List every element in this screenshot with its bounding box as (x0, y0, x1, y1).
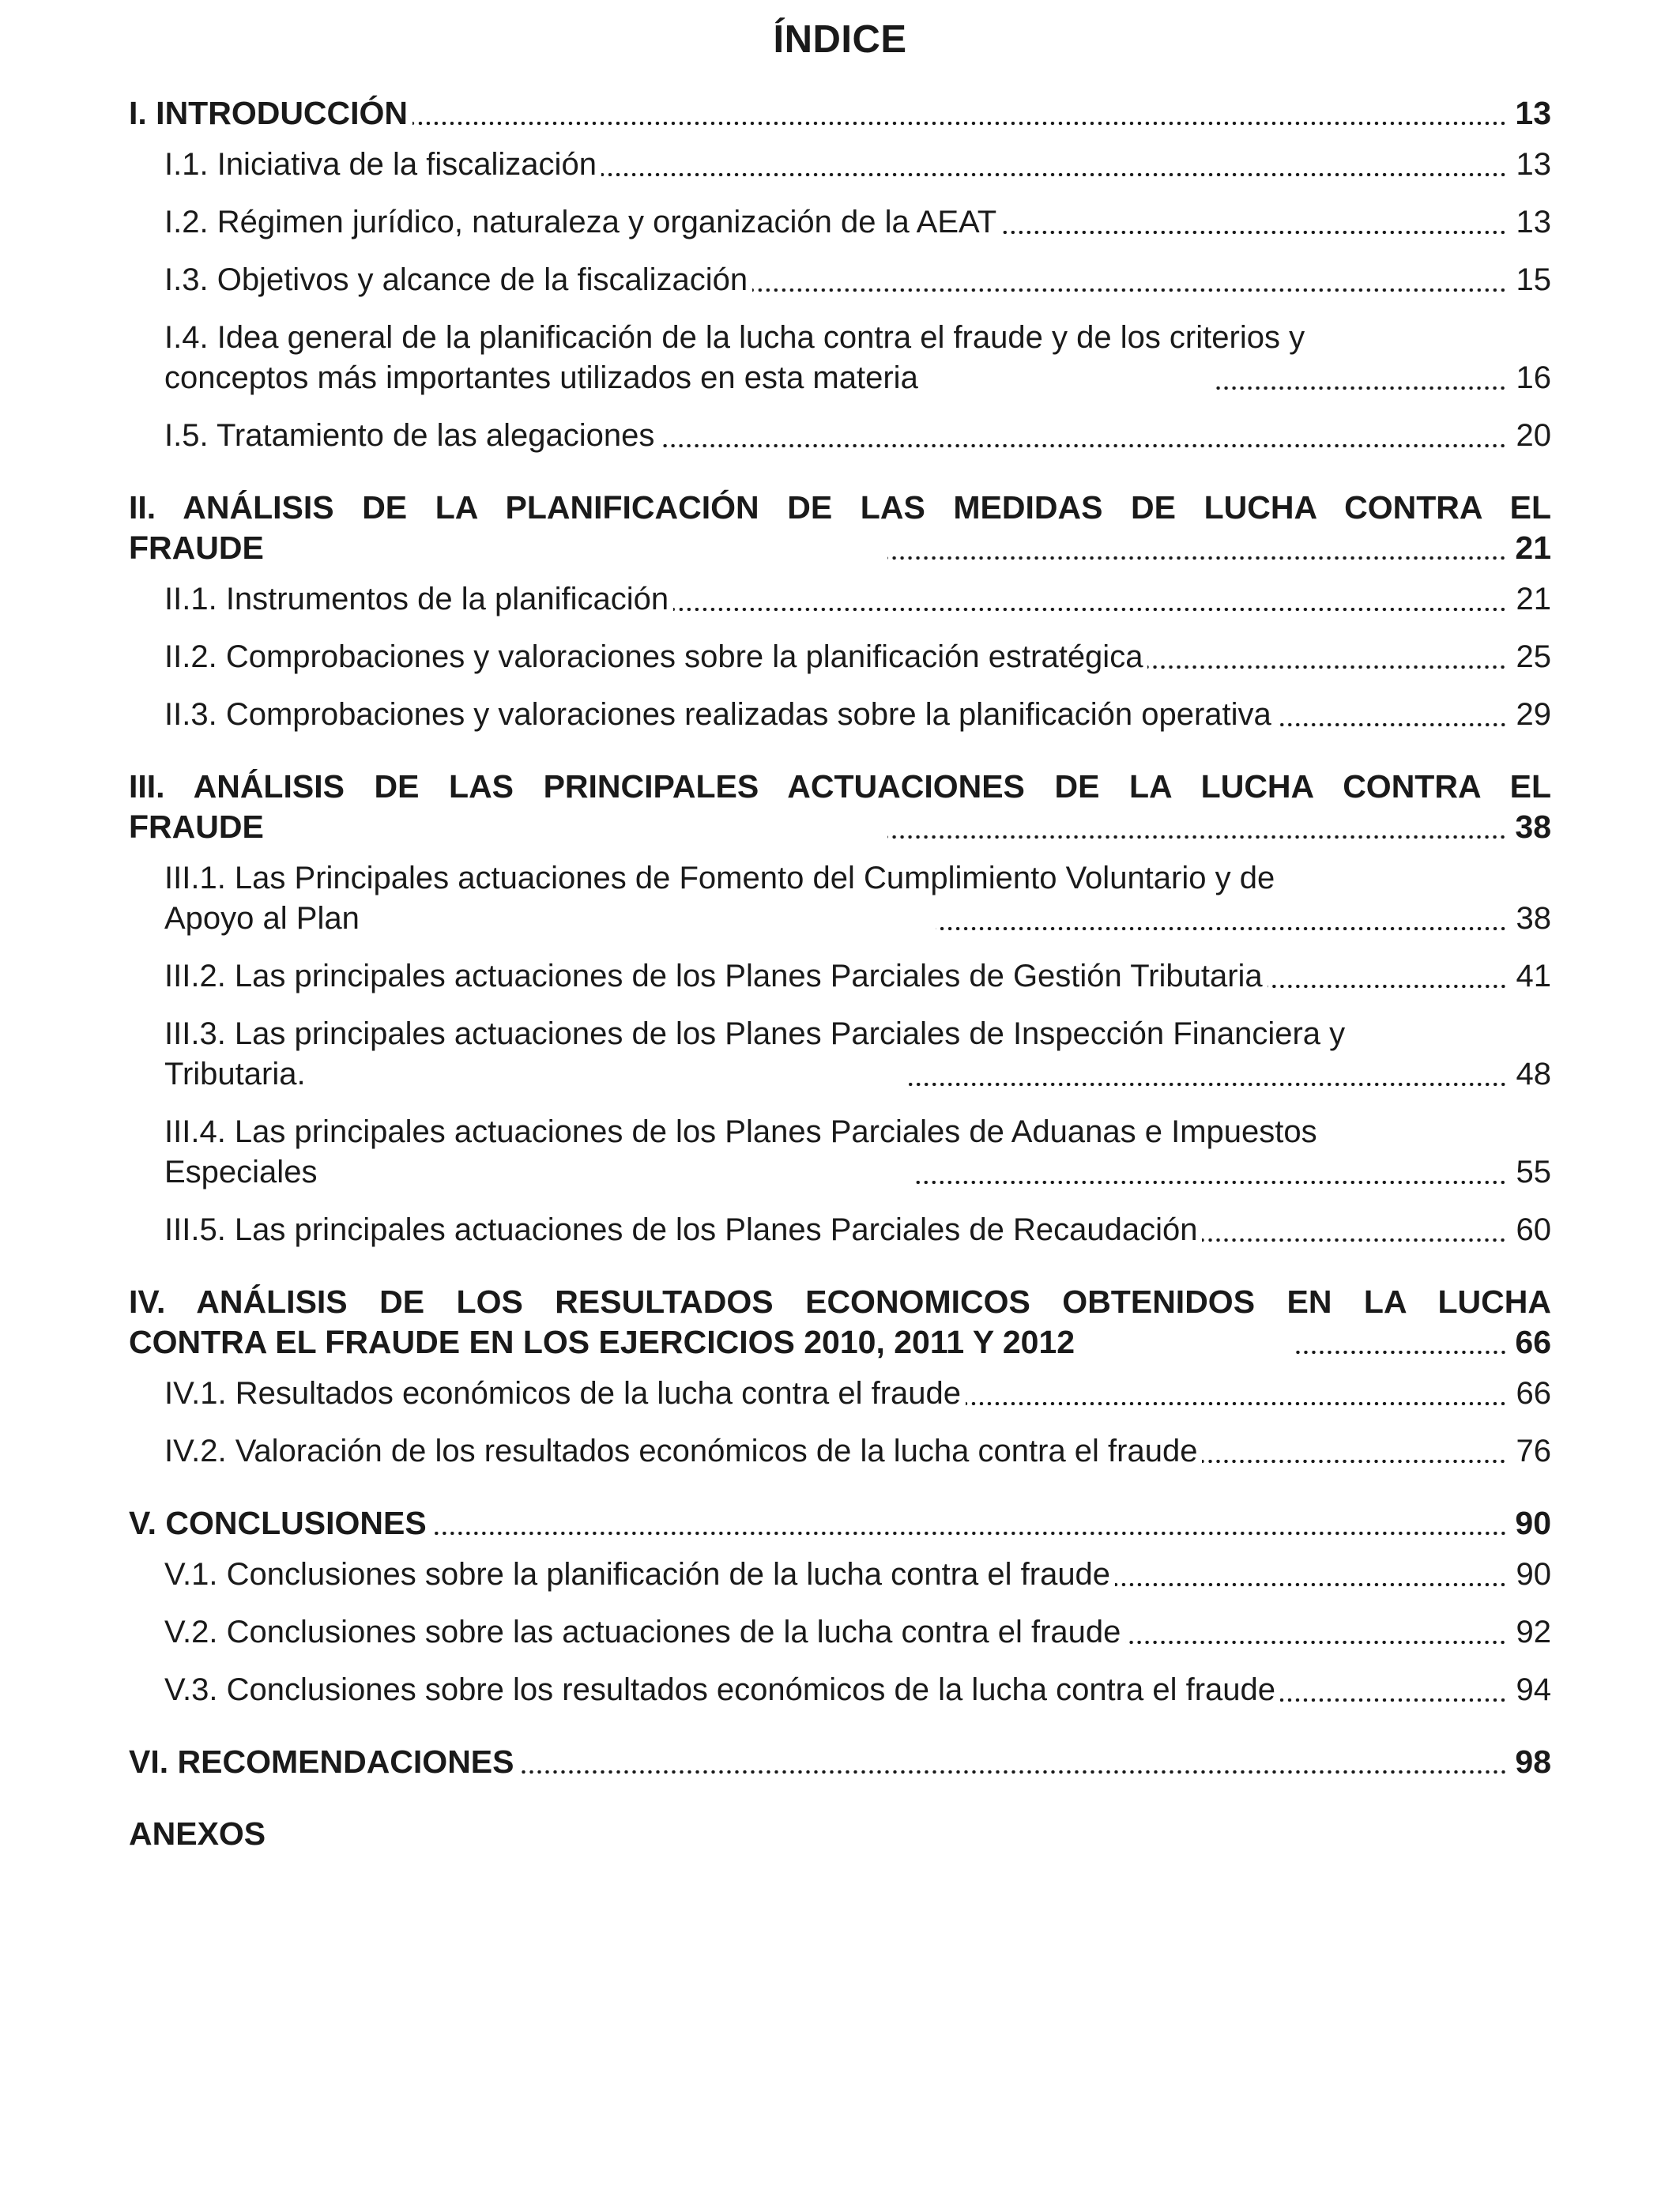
toc-page-number: 41 (1516, 959, 1551, 993)
dot-leader (887, 835, 1507, 839)
toc-page-number: 21 (1516, 582, 1551, 616)
toc-section-3-1[interactable] (129, 858, 1551, 939)
dot-leader (431, 1532, 1507, 1535)
toc-entry-label-line-2: CONTRA EL FRAUDE EN LOS EJERCICIOS 2010, 2011 Y 2012 (129, 1324, 1075, 1360)
toc-entry-label-line-1: III.3. Las principales actuaciones de los Planes Parciales de Inspección Financiera y (164, 1016, 1346, 1051)
toc-page-number: 15 (1516, 262, 1551, 297)
toc-section-1-3[interactable] (129, 260, 1551, 300)
toc-entry-label: IV.1. Resultados económicos de la lucha contra el fraude (164, 1376, 962, 1411)
dot-leader (936, 927, 1507, 930)
dot-leader (673, 608, 1507, 611)
toc-chapter-6[interactable] (129, 1742, 1551, 1782)
toc-page-number: 98 (1515, 1744, 1551, 1780)
toc-entry-label-line-1: I.4. Idea general de la planificación de la lucha contra el fraude y de los criterios y (164, 320, 1305, 355)
dot-leader (659, 444, 1507, 447)
dot-leader (914, 1181, 1507, 1184)
toc-entry-label-line-2: FRAUDE (129, 530, 264, 566)
dot-leader (1268, 985, 1507, 988)
toc-page-number: 66 (1515, 1324, 1551, 1360)
toc-entry-label: II.1. Instrumentos de la planificación (164, 582, 669, 616)
toc-page-number: 13 (1516, 147, 1551, 182)
toc-page-number: 16 (1516, 360, 1551, 395)
toc-entry-label-line-1: III.4. Las principales actuaciones de los Planes Parciales de Aduanas e Impuestos (164, 1114, 1317, 1149)
toc-entry-label: V.2. Conclusiones sobre las actuaciones de la lucha contra el fraude (164, 1615, 1121, 1649)
toc-page-number: 90 (1515, 1505, 1551, 1541)
toc-entry-label-line-1: III.1. Las Principales actuaciones de Fomento del Cumplimiento Voluntario y de (164, 861, 1275, 895)
toc-chapter-1[interactable] (129, 93, 1551, 134)
dot-leader (1280, 1698, 1507, 1702)
toc-section-5-2[interactable] (129, 1612, 1551, 1653)
toc-page-number: 20 (1516, 418, 1551, 453)
toc-page-number: 94 (1516, 1672, 1551, 1707)
toc-page-number: 92 (1516, 1615, 1551, 1649)
dot-leader (1294, 1351, 1507, 1354)
dot-leader (1125, 1641, 1507, 1644)
toc-entry-label: V.1. Conclusiones sobre la planificación de la lucha contra el fraude (164, 1557, 1111, 1592)
toc-section-5-3[interactable] (129, 1670, 1551, 1710)
toc-chapter-4[interactable] (129, 1282, 1551, 1363)
toc-entry-label: IV.2. Valoración de los resultados económicos de la lucha contra el fraude (164, 1434, 1198, 1468)
dot-leader (519, 1770, 1508, 1774)
toc-entry-label-line-2: conceptos más importantes utilizados en esta materia (164, 360, 918, 395)
toc-page-number: 66 (1516, 1376, 1551, 1411)
toc-entry-label: V.3. Conclusiones sobre los resultados económicos de la lucha contra el fraude (164, 1672, 1276, 1707)
toc-section-1-1[interactable] (129, 145, 1551, 185)
dot-leader (752, 288, 1507, 292)
toc-section-3-5[interactable] (129, 1210, 1551, 1250)
toc-section-2-3[interactable] (129, 695, 1551, 735)
dot-leader (1115, 1583, 1507, 1586)
dot-leader (1202, 1460, 1507, 1463)
toc-section-4-1[interactable] (129, 1374, 1551, 1414)
toc-entry-label: VI. RECOMENDACIONES (129, 1744, 514, 1780)
toc-page-number: 13 (1516, 205, 1551, 239)
dot-leader (412, 122, 1507, 125)
toc-entry-label-line-1: IV. ANÁLISIS DE LOS RESULTADOS ECONOMICOS OBTENIDOS EN LA LUCHA (129, 1284, 1551, 1320)
toc-page-number: 13 (1515, 95, 1551, 131)
toc-entry-label: I.2. Régimen jurídico, naturaleza y organización de la AEAT (164, 205, 997, 239)
toc-entry-label-line-1: III. ANÁLISIS DE LAS PRINCIPALES ACTUACIONES DE LA LUCHA CONTRA EL (129, 768, 1551, 805)
toc-section-3-4[interactable] (129, 1112, 1551, 1193)
toc-entry-label: I. INTRODUCCIÓN (129, 95, 409, 131)
toc-section-1-2[interactable] (129, 202, 1551, 243)
dot-leader (1276, 723, 1507, 726)
dot-leader (1215, 386, 1507, 390)
dot-leader (601, 173, 1507, 176)
toc-section-1-5[interactable] (129, 416, 1551, 456)
toc-entry-label-line-2: Especiales (164, 1155, 318, 1189)
toc-entry-label-line-2: Tributaria. (164, 1057, 306, 1091)
dot-leader (887, 556, 1507, 560)
toc-entry-label: I.5. Tratamiento de las alegaciones (164, 418, 655, 453)
toc-page-number: 60 (1516, 1212, 1551, 1247)
toc-chapter-5[interactable] (129, 1503, 1551, 1544)
toc-page-number: 29 (1516, 697, 1551, 732)
page-title: ÍNDICE (773, 18, 907, 61)
toc-entry-label: II.2. Comprobaciones y valoraciones sobre la planificación estratégica (164, 639, 1143, 674)
toc-entry-label-line-2: FRAUDE (129, 809, 264, 845)
toc-chapter-3[interactable] (129, 767, 1551, 847)
toc-page-number: 55 (1516, 1155, 1551, 1189)
toc-section-1-4[interactable] (129, 318, 1551, 398)
toc-page-number: 48 (1516, 1057, 1552, 1091)
toc-section-4-2[interactable] (129, 1431, 1551, 1472)
toc-annexes[interactable]: ANEXOS (129, 1815, 266, 1852)
toc-page-number: 38 (1516, 901, 1551, 936)
toc-entry-label-line-2: Apoyo al Plan (164, 901, 360, 936)
table-of-contents (129, 93, 1551, 1854)
toc-section-2-2[interactable] (129, 637, 1551, 677)
toc-page-number: 90 (1516, 1557, 1551, 1592)
dot-leader (1147, 665, 1507, 669)
dot-leader (966, 1402, 1507, 1405)
toc-section-2-1[interactable] (129, 579, 1551, 620)
toc-entry-label: III.5. Las principales actuaciones de los Planes Parciales de Recaudación (164, 1212, 1198, 1247)
dot-leader (1202, 1238, 1507, 1242)
toc-page-number: 76 (1516, 1434, 1551, 1468)
toc-page-number: 25 (1516, 639, 1551, 674)
toc-section-3-2[interactable] (129, 956, 1551, 997)
dot-leader (1001, 231, 1507, 234)
toc-entry-label: I.3. Objetivos y alcance de la fiscalización (164, 262, 748, 297)
toc-entry-label: III.2. Las principales actuaciones de los Planes Parciales de Gestión Tributaria (164, 959, 1263, 993)
toc-entry-label: II.3. Comprobaciones y valoraciones realizadas sobre la planificación operativa (164, 697, 1271, 732)
toc-entry-label-line-1: II. ANÁLISIS DE LA PLANIFICACIÓN DE LAS MEDIDAS DE LUCHA CONTRA EL (129, 489, 1551, 526)
toc-entry-label: I.1. Iniciativa de la fiscalización (164, 147, 597, 182)
toc-page-number: 38 (1515, 809, 1552, 845)
toc-section-5-1[interactable] (129, 1555, 1551, 1595)
toc-entry-label: V. CONCLUSIONES (129, 1505, 427, 1541)
toc-page-number: 21 (1515, 530, 1552, 566)
toc-section-3-3[interactable] (129, 1014, 1551, 1095)
toc-chapter-2[interactable] (129, 488, 1551, 568)
dot-leader (909, 1083, 1507, 1086)
